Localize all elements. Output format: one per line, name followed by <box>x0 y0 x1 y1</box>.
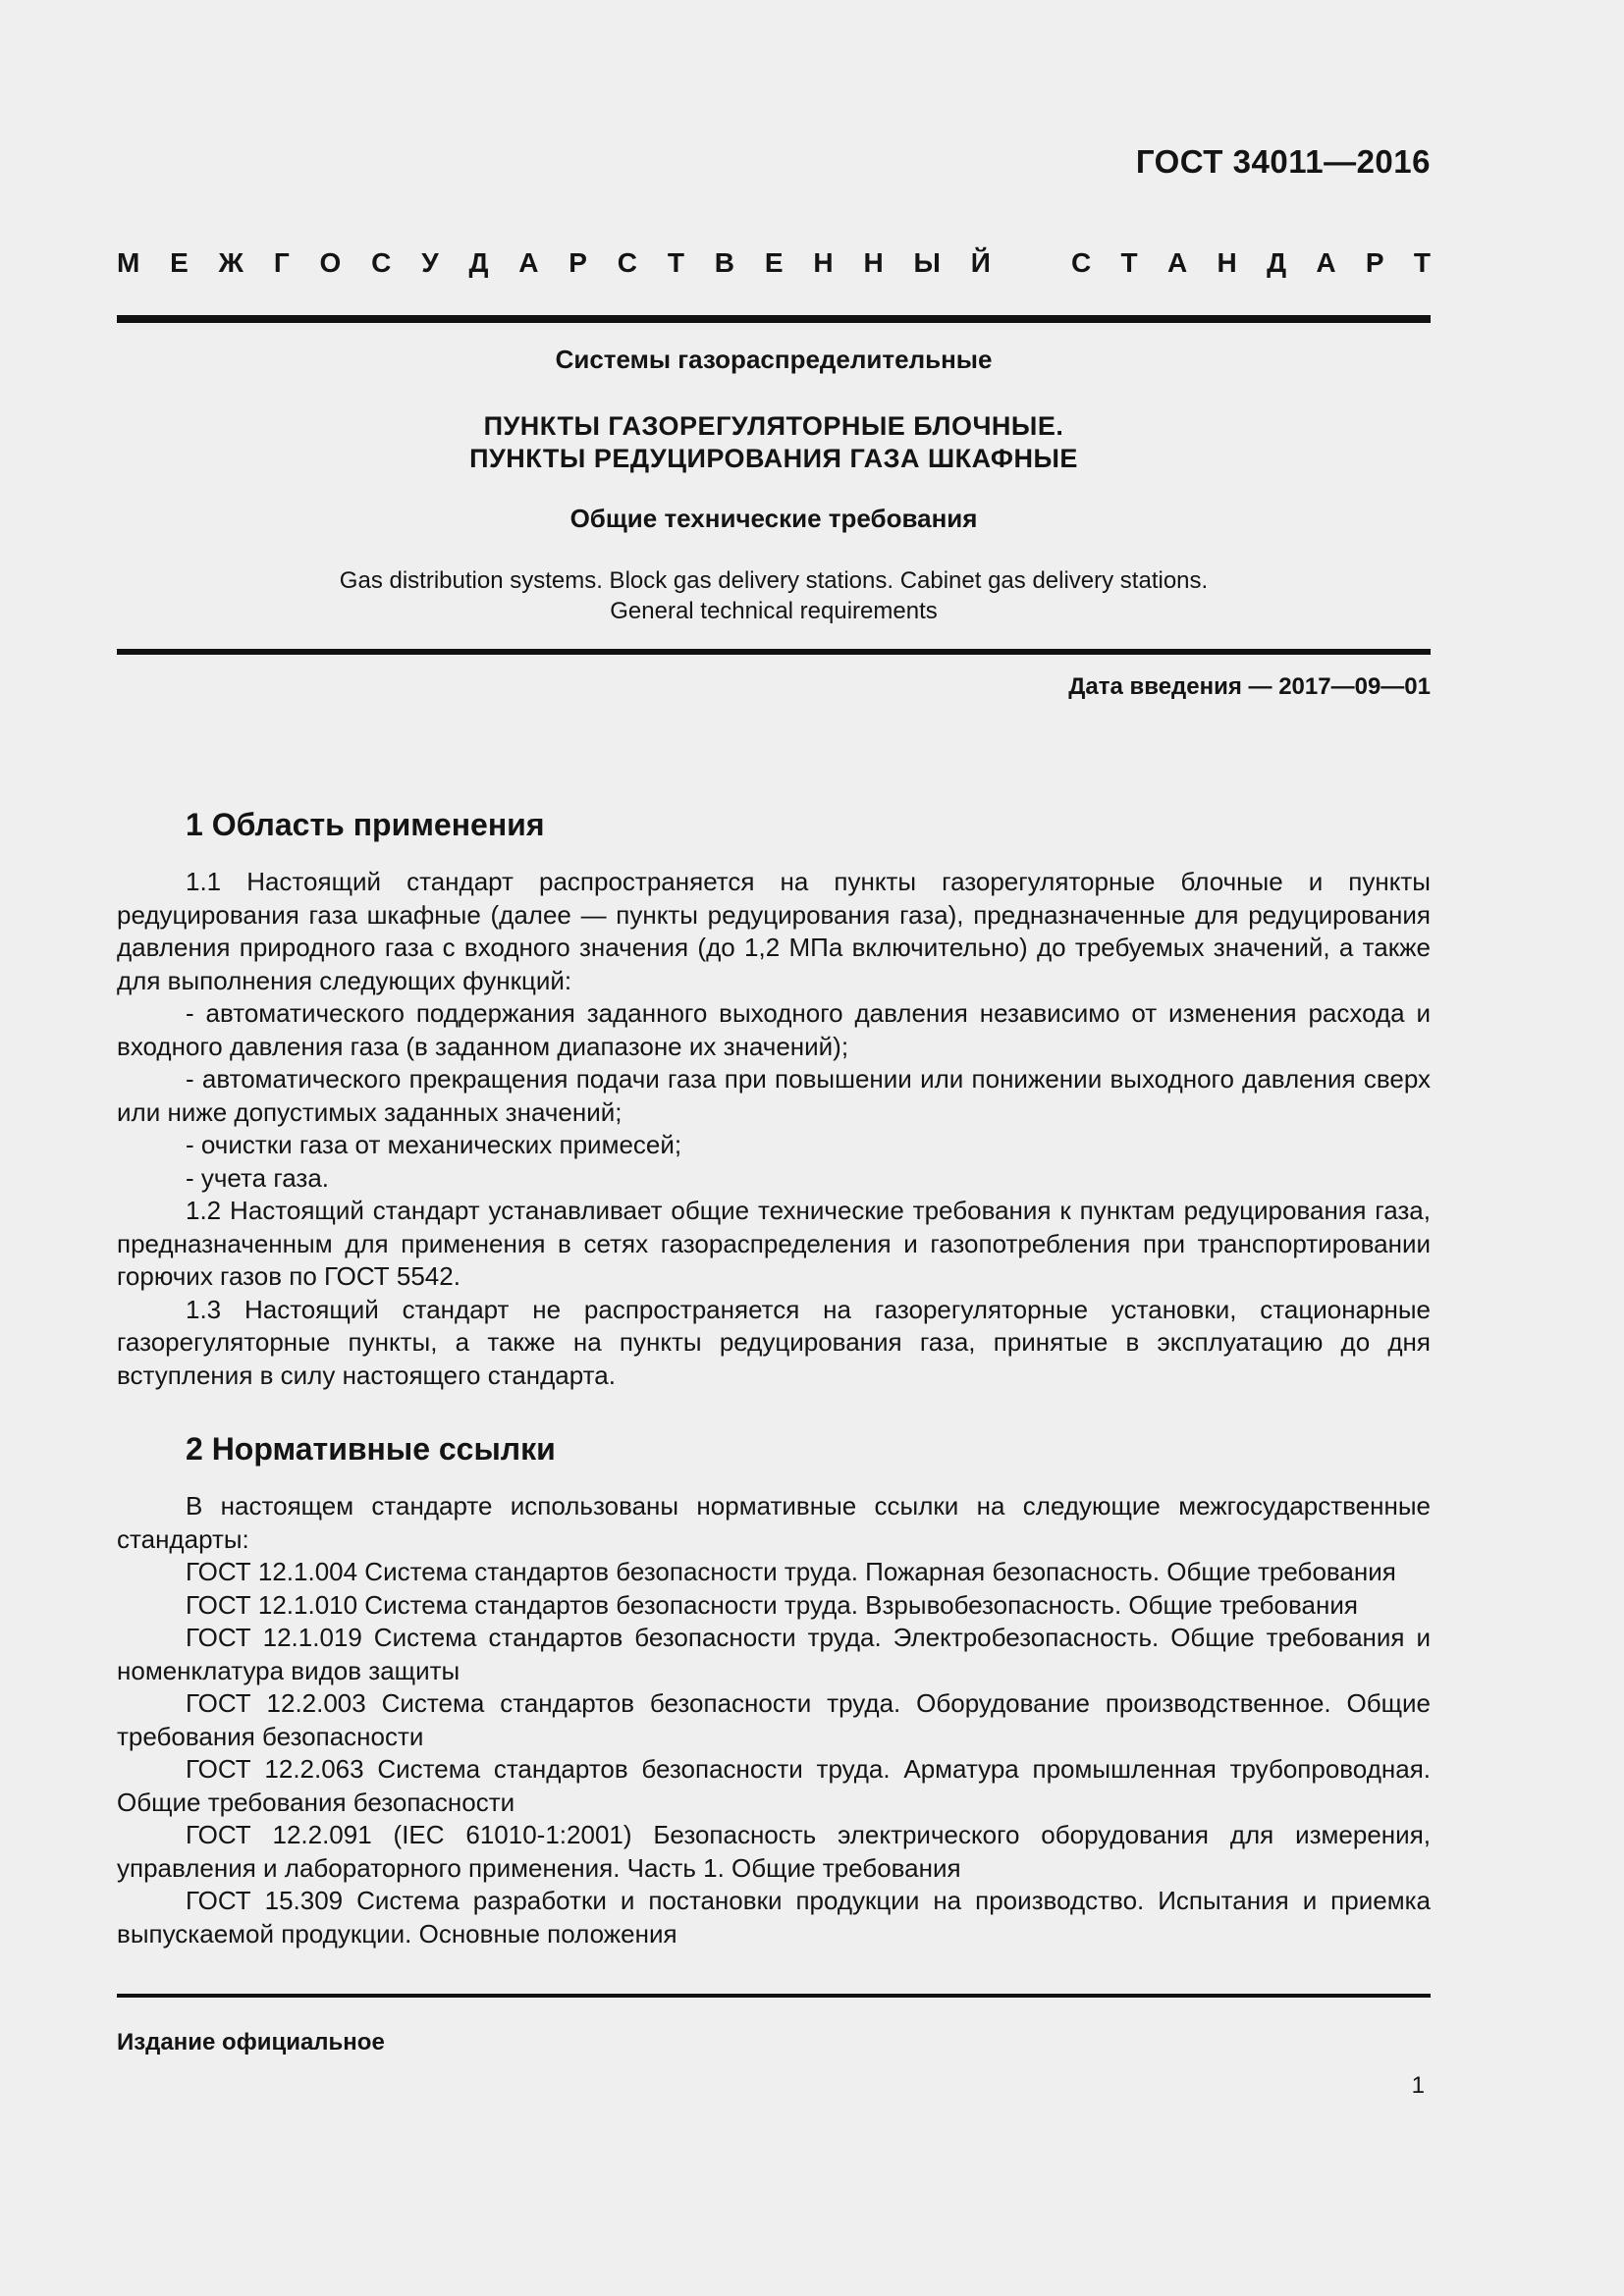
letter: Р <box>1365 247 1384 278</box>
list-item: - очистки газа от механических примесей; <box>186 1130 682 1159</box>
reference-item: ГОСТ 15.309 Система разработки и постановки продукции на производство. Испытания и приемка выпускаемой продукции. Основные положения <box>117 1886 1431 1949</box>
paragraph: 1.3 Настоящий стандарт не распространяется на газорегуляторные установки, стационарные газорегуляторные пункты, а также на пункты редуцирования газа, принятые в эксплуатацию до дня вступления в силу настоящего стандарта. <box>117 1294 1431 1390</box>
reference-item: ГОСТ 12.2.063 Система стандартов безопасности труда. Арматура промышленная трубопроводная. Общие требования безопасности <box>117 1754 1431 1817</box>
page-number: 1 <box>1411 2072 1425 2099</box>
document-number: ГОСТ 34011—2016 <box>1135 143 1431 180</box>
letter: С <box>1071 247 1092 278</box>
letter: А <box>518 247 539 278</box>
section-heading: 2 Нормативные ссылки <box>186 1431 556 1467</box>
standard-kind-word-interstate <box>117 247 991 279</box>
letter: Г <box>273 247 290 278</box>
letter: М <box>117 247 140 278</box>
paragraph: 1.1 Настоящий стандарт распространяется на пункты газорегуляторные блочные и пункты редуцирования газа шкафные (далее — пункты редуцирования газа), предназначенные для редуцирования давления природного газа с входного значения (до 1,2 МПа включительно) до требуемых значений, а также для выполнения следующих функций: <box>117 867 1431 995</box>
letter: Е <box>170 247 189 278</box>
letter: Ж <box>218 247 244 278</box>
letter: С <box>617 247 638 278</box>
reference-item: ГОСТ 12.1.004 Система стандартов безопасности труда. Пожарная безопасность. Общие требования <box>186 1557 1396 1586</box>
letter: Н <box>863 247 884 278</box>
main-title <box>117 410 1431 475</box>
list-item: - учета газа. <box>186 1162 330 1193</box>
letter: Н <box>813 247 834 278</box>
section-heading: 1 Область применения <box>186 807 545 842</box>
letter: В <box>714 247 735 278</box>
letter: Д <box>468 247 489 278</box>
letter: У <box>421 247 439 278</box>
letter: А <box>1166 247 1188 278</box>
paragraph: В настоящем стандарте использованы нормативные ссылки на следующие межгосударственные стандарты: <box>117 1491 1431 1554</box>
standard-kind-word-standard <box>1071 247 1431 279</box>
reference-item: ГОСТ 12.2.003 Система стандартов безопасности труда. Оборудование производственное. Общие требования безопасности <box>117 1688 1431 1751</box>
list-item: - автоматического поддержания заданного выходного давления независимо от изменения расхода и входного давления газа (в заданном диапазоне их значений); <box>117 998 1431 1061</box>
letter: С <box>371 247 392 278</box>
letter: Д <box>1267 247 1287 278</box>
english-title-line-1: Gas distribution systems. Block gas delivery stations. Cabinet gas delivery stations. <box>339 567 1209 594</box>
letter: Р <box>568 247 587 278</box>
letter: Н <box>1217 247 1237 278</box>
introduction-date: Дата введения — 2017—09—01 <box>1068 673 1431 700</box>
main-title-line-1: ПУНКТЫ ГАЗОРЕГУЛЯТОРНЫЕ БЛОЧНЫЕ. <box>483 411 1064 441</box>
letter: Ы <box>913 247 941 278</box>
paragraph: 1.2 Настоящий стандарт устанавливает общие технические требования к пунктам редуцирования газа, предназначенным для применения в сетях газораспределения и газопотребления при транспортировании горючих газов по ГОСТ 5542. <box>117 1196 1431 1291</box>
reference-item: ГОСТ 12.2.091 (IEC 61010-1:2001) Безопасность электрического оборудования для измерения, управления и лабораторного применения. Часть 1. Общие требования <box>117 1820 1431 1883</box>
top-divider <box>117 315 1431 323</box>
official-edition-label: Издание официальное <box>117 2029 385 2056</box>
subtitle: Общие технические требования <box>569 504 978 533</box>
letter: А <box>1316 247 1336 278</box>
english-title-line-2: General technical requirements <box>610 598 938 624</box>
letter: Й <box>970 247 991 278</box>
english-title <box>117 565 1431 626</box>
letter: О <box>319 247 342 278</box>
letter: Т <box>1413 247 1431 278</box>
reference-item: ГОСТ 12.1.019 Система стандартов безопасности труда. Электробезопасность. Общие требования и номенклатура видов защиты <box>117 1623 1431 1685</box>
bottom-divider <box>117 1994 1431 1998</box>
letter: Т <box>1120 247 1138 278</box>
document-body <box>117 805 1431 1950</box>
letter: Т <box>667 247 684 278</box>
main-title-line-2: ПУНКТЫ РЕДУЦИРОВАНИЯ ГАЗА ШКАФНЫЕ <box>469 444 1078 473</box>
standard-kind-heading <box>117 247 1431 279</box>
system-title: Системы газораспределительные <box>555 345 993 374</box>
middle-divider <box>117 649 1431 655</box>
list-item: - автоматического прекращения подачи газа при повышении или понижении выходного давления сверх или ниже допустимых заданных значений; <box>117 1064 1431 1127</box>
reference-item: ГОСТ 12.1.010 Система стандартов безопасности труда. Взрывобезопасность. Общие требования <box>186 1589 1358 1620</box>
letter: Е <box>764 247 784 278</box>
